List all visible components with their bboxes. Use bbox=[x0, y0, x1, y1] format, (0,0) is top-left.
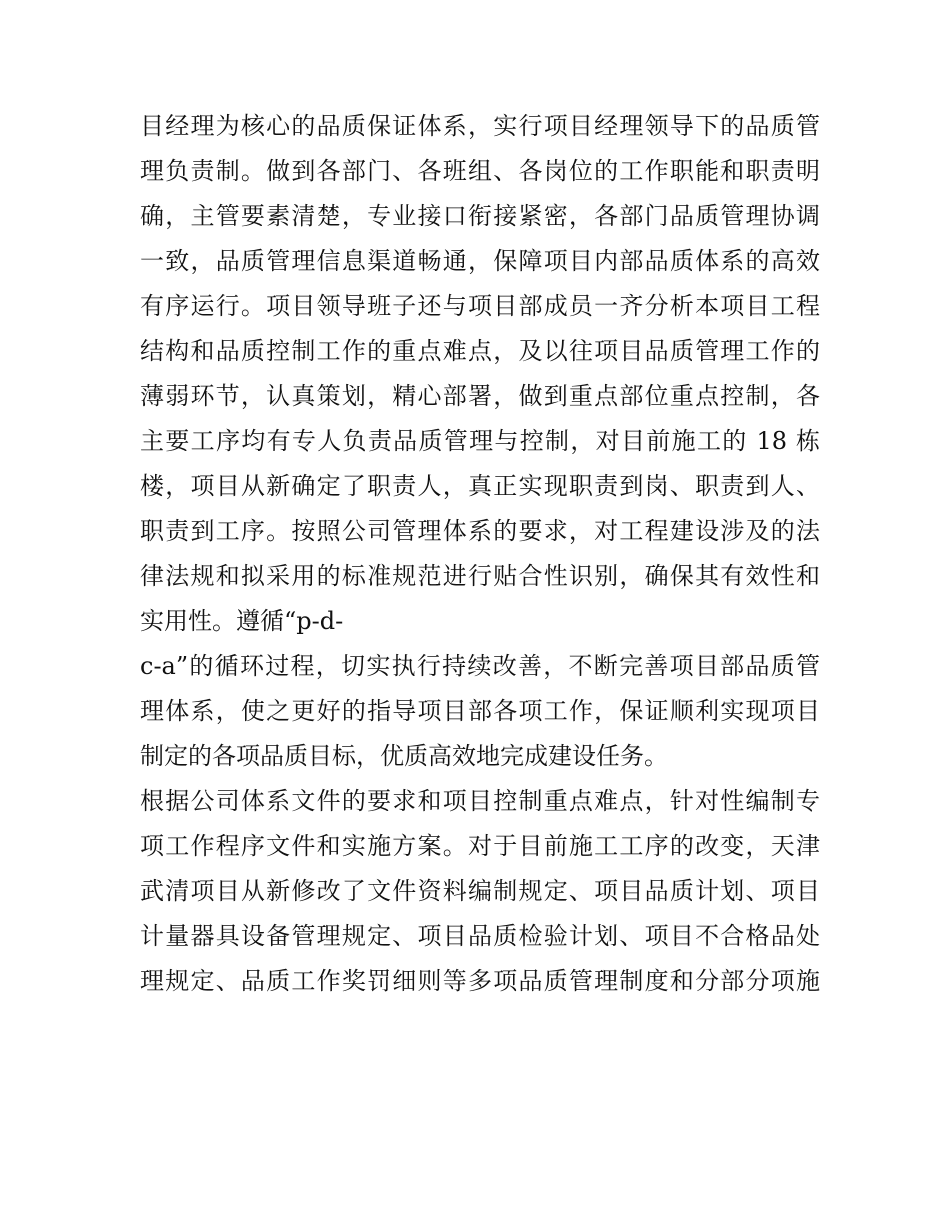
text-line: 结构和品质控制工作的重点难点，及以往项目品质管理工作的 bbox=[140, 337, 820, 365]
text-line: 薄弱环节，认真策划，精心部署，做到重点部位重点控制，各 bbox=[140, 382, 820, 410]
text-line: 计量器具设备管理规定、项目品质检验计划、项目不合格品处 bbox=[140, 922, 820, 950]
text-line: 一致，品质管理信息渠道畅通，保障项目内部品质体系的高效 bbox=[140, 247, 820, 275]
text-line: 制定的各项品质目标，优质高效地完成建设任务。 bbox=[140, 742, 668, 770]
text-line: 理负责制。做到各部门、各班组、各岗位的工作职能和职责明 bbox=[140, 157, 820, 185]
text-line: c-a”的循环过程，切实执行持续改善，不断完善项目部品质管 bbox=[140, 652, 820, 680]
text-line: 律法规和拟采用的标准规范进行贴合性识别，确保其有效性和 bbox=[140, 562, 820, 590]
body-text bbox=[140, 104, 820, 1004]
text-line: 根据公司体系文件的要求和项目控制重点难点，针对性编制专 bbox=[140, 787, 820, 815]
text-line: 武清项目从新修改了文件资料编制规定、项目品质计划、项目 bbox=[140, 877, 820, 905]
text-line: 目经理为核心的品质保证体系，实行项目经理领导下的品质管 bbox=[140, 112, 820, 140]
text-line: 楼，项目从新确定了职责人，真正实现职责到岗、职责到人、 bbox=[140, 472, 820, 500]
text-line: 有序运行。项目领导班子还与项目部成员一齐分析本项目工程 bbox=[140, 292, 820, 320]
text-line: 实用性。遵循“p-d- bbox=[140, 607, 344, 635]
text-line: 理规定、品质工作奖罚细则等多项品质管理制度和分部分项施 bbox=[140, 967, 820, 995]
text-line: 确，主管要素清楚，专业接口衔接紧密，各部门品质管理协调 bbox=[140, 202, 820, 230]
text-line: 项工作程序文件和实施方案。对于目前施工工序的改变，天津 bbox=[140, 832, 820, 860]
text-line: 理体系，使之更好的指导项目部各项工作，保证顺利实现项目 bbox=[140, 697, 820, 725]
text-line: 职责到工序。按照公司管理体系的要求，对工程建设涉及的法 bbox=[140, 517, 820, 545]
text-line: 主要工序均有专人负责品质管理与控制，对目前施工的 18 栋 bbox=[140, 427, 820, 455]
